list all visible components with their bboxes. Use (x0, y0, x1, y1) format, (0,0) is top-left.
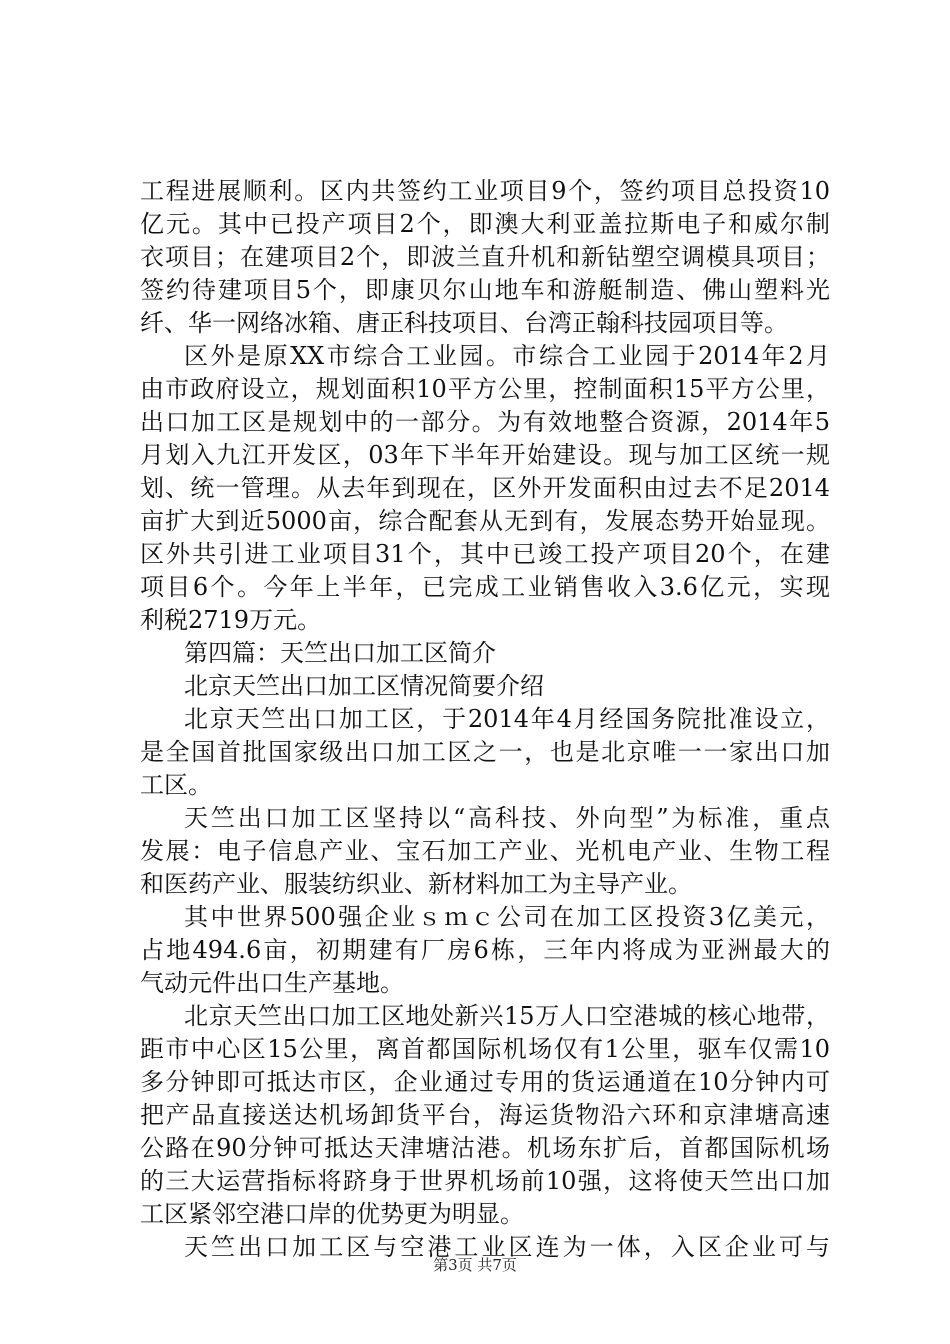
paragraph (140, 670, 830, 703)
paragraph (140, 175, 830, 340)
text-line: 和医药产业、服装纺织业、新材料加工为主导产业。 (140, 870, 692, 898)
page-footer: 第3页 共7页 (433, 1256, 517, 1274)
text-line: 工程进展顺利。区内共签约工业项目9个，签约项目总投资10 (140, 177, 830, 205)
text-line: 气动元件出口生产基地。 (140, 969, 404, 997)
text-line: 多分钟即可抵达市区，企业通过专用的货运通道在10分钟内可 (140, 1068, 830, 1096)
text-line: 把产品直接送达机场卸货平台，海运货物沿六环和京津塘高速 (140, 1101, 830, 1129)
text-line: 是全国首批国家级出口加工区之一，也是北京唯一一家出口加 (140, 738, 830, 766)
text-line: 月划入九江开发区，03年下半年开始建设。现与加工区统一规 (140, 441, 830, 469)
text-line: 区外共引进工业项目31个，其中已竣工投产项目20个，在建 (140, 540, 830, 568)
text-line: 衣项目；在建项目2个，即波兰直升机和新钻塑空调模具项目； (140, 243, 830, 271)
text-line: 其中世界500强企业ｓｍｃ公司在加工区投资3亿美元， (184, 903, 830, 931)
text-line: 北京天竺出口加工区，于2014年4月经国务院批准设立， (184, 705, 830, 733)
text-line: 工区。 (140, 771, 212, 799)
paragraph (140, 637, 830, 670)
text-line: 利税2719万元。 (140, 606, 322, 634)
paragraph (140, 1000, 830, 1231)
text-line: 项目6个。今年上半年，已完成工业销售收入3.6亿元，实现 (140, 573, 830, 601)
paragraph (140, 802, 830, 901)
text-line: 北京天竺出口加工区情况简要介绍 (184, 672, 544, 700)
text-line: 天竺出口加工区与空港工业区连为一体，入区企业可与 (184, 1233, 830, 1261)
text-line: 亿元。其中已投产项目2个，即澳大利亚盖拉斯电子和威尔制 (140, 210, 830, 238)
text-line: 出口加工区是规划中的一部分。为有效地整合资源，2014年5 (140, 408, 830, 436)
text-line: 划、统一管理。从去年到现在，区外开发面积由过去不足2014 (140, 474, 830, 502)
text-line: 纤、华一网络冰箱、唐正科技项目、台湾正翰科技园项目等。 (140, 309, 788, 337)
text-line: 距市中心区15公里，离首都国际机场仅有1公里，驱车仅需10 (140, 1035, 830, 1063)
text-line: 的三大运营指标将跻身于世界机场前10强，这将使天竺出口加 (140, 1167, 830, 1195)
text-line: 北京天竺出口加工区地处新兴15万人口空港城的核心地带， (184, 1002, 830, 1030)
text-line: 签约待建项目5个，即康贝尔山地车和游艇制造、佛山塑料光 (140, 276, 830, 304)
text-line: 由市政府设立，规划面积10平方公里，控制面积15平方公里， (140, 375, 830, 403)
text-line: 工区紧邻空港口岸的优势更为明显。 (140, 1200, 524, 1228)
text-line: 公路在90分钟可抵达天津塘沽港。机场东扩后，首都国际机场 (140, 1134, 830, 1162)
paragraph (140, 340, 830, 637)
text-line: 区外是原XX市综合工业园。市综合工业园于2014年2月 (184, 342, 830, 370)
text-line: 亩扩大到近5000亩，综合配套从无到有，发展态势开始显现。 (140, 507, 830, 535)
text-line: 天竺出口加工区坚持以“高科技、外向型”为标准，重点 (184, 804, 830, 832)
text-line: 发展：电子信息产业、宝石加工产业、光机电产业、生物工程 (140, 837, 830, 865)
text-line: 第四篇：天竺出口加工区简介 (184, 639, 496, 667)
paragraph (140, 901, 830, 1000)
text-line: 占地494.6亩，初期建有厂房6栋，三年内将成为亚洲最大的 (140, 936, 830, 964)
paragraph (140, 703, 830, 802)
document-body (140, 175, 830, 1264)
